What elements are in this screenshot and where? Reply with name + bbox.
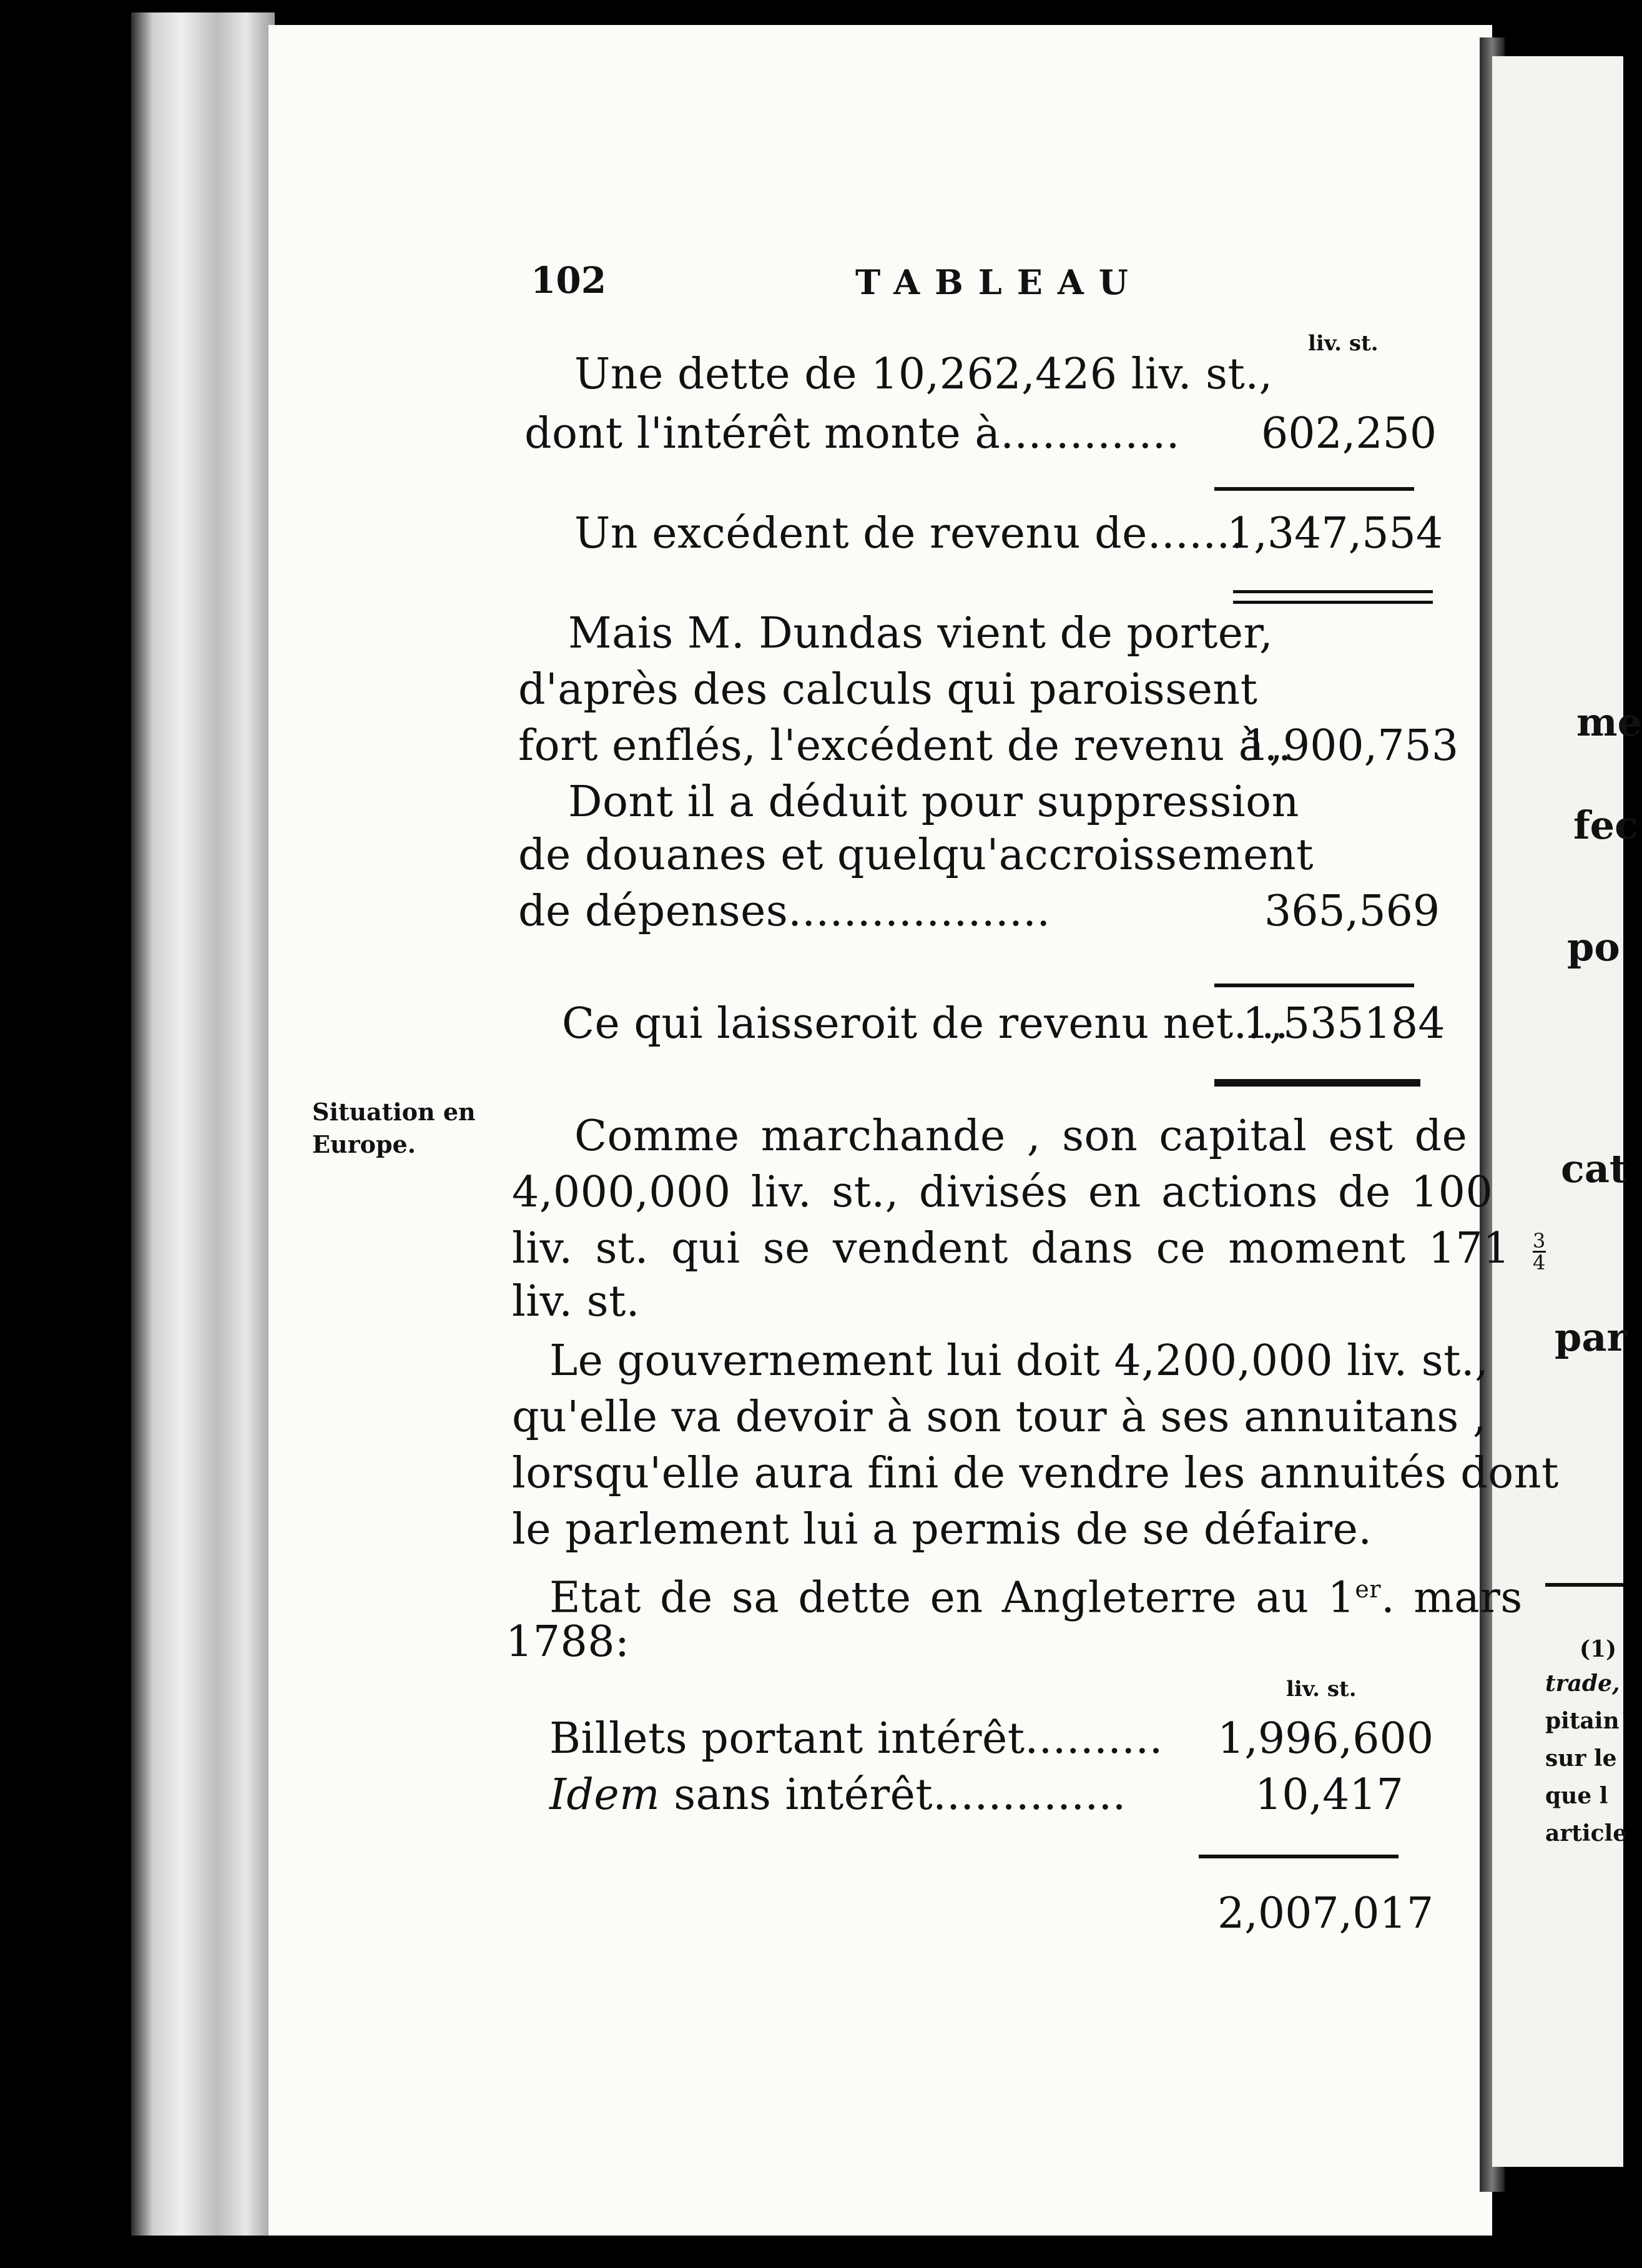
dundas-value: 1,900,753 — [1242, 721, 1459, 771]
facing-fragment-1: me — [1576, 699, 1642, 745]
page-number: 102 — [531, 259, 607, 302]
debt-line-2: dont l'intérêt monte à............. — [524, 409, 1180, 458]
double-rule-bottom — [1233, 601, 1433, 604]
p1-line-3-text: liv. st. qui se vendent dans ce moment 171 — [512, 1224, 1510, 1273]
margin-note-line-1: Situation en — [312, 1098, 476, 1126]
p3-line-1-b: . mars — [1381, 1573, 1523, 1623]
p1-line-4: liv. st. — [512, 1277, 640, 1326]
debt-row-1-label: Billets portant intérêt.......... — [549, 1714, 1163, 1763]
excess-value: 1,347,554 — [1227, 509, 1443, 558]
facing-fragment-2: fec — [1573, 802, 1638, 848]
facing-fragment-3: po — [1567, 924, 1620, 970]
debt-line-1: Une dette de 10,262,426 liv. st., — [574, 350, 1273, 399]
debt-table-unit: liv. st. — [1286, 1677, 1357, 1702]
dundas-line-1: Mais M. Dundas vient de porter, — [568, 609, 1274, 658]
fraction-three-quarters — [1533, 1231, 1546, 1273]
net-line: Ce qui laisseroit de revenu net.... — [562, 999, 1289, 1048]
debt-row-1-value: 1,996,600 — [1217, 1714, 1434, 1763]
p2-line-2: qu'elle va devoir à son tour à ses annuitans , — [512, 1393, 1487, 1442]
rule-1 — [1214, 487, 1414, 491]
dundas-line-2: d'après des calculs qui paroissent — [518, 665, 1258, 714]
facing-fragment-5: par — [1555, 1314, 1628, 1360]
facing-fragment-9: sur le — [1545, 1745, 1617, 1772]
rule-3-thick — [1214, 1079, 1420, 1087]
rule-2 — [1214, 984, 1414, 987]
facing-fragment-8: pitain — [1545, 1708, 1620, 1734]
p2-line-3: lorsqu'elle aura fini de vendre les annuités dont — [512, 1449, 1559, 1498]
margin-note — [312, 1096, 476, 1161]
deduct-line-2: de douanes et quelqu'accroissement — [518, 831, 1314, 880]
debt-value: 602,250 — [1261, 409, 1437, 458]
p2-line-1: Le gouvernement lui doit 4,200,000 liv. st., — [549, 1336, 1489, 1386]
unit-label-top: liv. st. — [1308, 331, 1379, 356]
p3-line-2: 1788: — [506, 1617, 630, 1667]
net-value: 1,535184 — [1242, 999, 1445, 1048]
margin-note-line-2: Europe. — [312, 1130, 416, 1158]
facing-fragment-10: que l — [1545, 1783, 1608, 1809]
deduct-line-3: de dépenses................... — [518, 887, 1051, 936]
debt-row-2-value: 10,417 — [1255, 1770, 1404, 1820]
p1-line-3 — [512, 1224, 1546, 1274]
p3-line-1 — [549, 1564, 1523, 1624]
debt-row-2-label — [549, 1770, 1126, 1820]
debt-row-2-italic: Idem — [549, 1770, 661, 1820]
facing-page — [1492, 56, 1623, 2167]
p3-line-1-a: Etat de sa dette en Angleterre au 1 — [549, 1573, 1355, 1623]
dundas-line-3: fort enflés, l'excédent de revenu à.. — [518, 721, 1292, 771]
facing-fragment-4: cat — [1561, 1146, 1628, 1191]
book-spine — [131, 12, 275, 2236]
facing-footnote-rule — [1545, 1583, 1623, 1587]
facing-fragment-6: (1) — [1580, 1636, 1617, 1662]
rule-total — [1199, 1855, 1399, 1858]
p1-line-1: Comme marchande , son capital est de — [574, 1112, 1468, 1161]
excess-line: Un excédent de revenu de....... — [574, 509, 1244, 558]
p1-line-2: 4,000,000 liv. st., divisés en actions de 100 — [512, 1168, 1493, 1217]
facing-fragment-11: article — [1545, 1820, 1628, 1846]
fraction-numerator: 3 — [1533, 1229, 1546, 1253]
facing-fragment-7: trade, — [1545, 1670, 1620, 1697]
fraction-denominator: 4 — [1533, 1251, 1546, 1275]
double-rule-top — [1233, 590, 1433, 593]
debt-row-2-text: sans intérêt.............. — [660, 1770, 1126, 1820]
deduct-value: 365,569 — [1264, 887, 1440, 936]
p2-line-4: le parlement lui a permis de se défaire. — [512, 1505, 1372, 1554]
deduct-line-1: Dont il a déduit pour suppression — [568, 777, 1299, 827]
p3-line-1-sup: er — [1355, 1575, 1382, 1603]
page-title: TABLEAU — [855, 262, 1143, 302]
debt-total: 2,007,017 — [1217, 1889, 1434, 1938]
